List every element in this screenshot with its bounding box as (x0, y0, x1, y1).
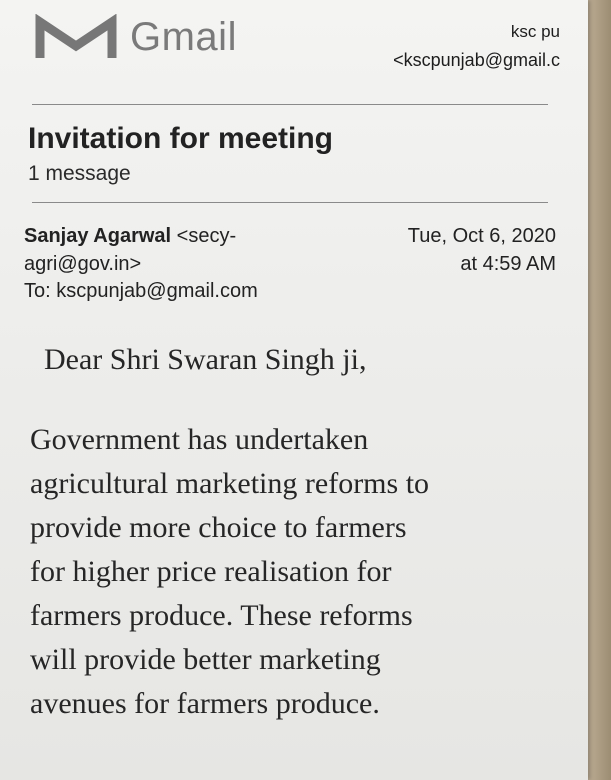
email-subject: Invitation for meeting (28, 122, 334, 155)
body-line: agricultural marketing reforms to (30, 467, 430, 500)
account-name: ksc pu (510, 22, 560, 41)
header-divider (32, 104, 548, 105)
gmail-wordmark: Gmail (130, 14, 237, 59)
greeting: Dear Shri Swaran Singh ji, (44, 343, 367, 376)
sender-email: <secy-agri@gov.in> (24, 225, 237, 275)
subject-divider (32, 202, 548, 203)
body-line: will provide better marketing (30, 643, 381, 676)
body-line: provide more choice to farmers (30, 511, 407, 544)
message-date: Tue, Oct 6, 2020 (407, 225, 556, 247)
message-time: at 4:59 AM (460, 253, 556, 275)
message-body (30, 338, 550, 726)
recipient: To: kscpunjab@gmail.com (24, 280, 258, 302)
account-info (393, 18, 560, 74)
body-line: avenues for farmers produce. (30, 687, 380, 720)
message-count: 1 message (28, 162, 131, 185)
gmail-m-icon (34, 14, 118, 60)
body-paragraph (30, 418, 550, 726)
body-line: farmers produce. These reforms (30, 599, 413, 632)
sender-block (24, 222, 344, 278)
body-line: for higher price realisation for (30, 555, 392, 588)
sender-name: Sanjay Agarwal (24, 225, 172, 247)
gmail-logo (34, 14, 237, 60)
body-line: Government has undertaken (30, 423, 369, 456)
message-datetime (408, 222, 556, 278)
account-email: <kscpunjab@gmail.c (393, 50, 560, 70)
